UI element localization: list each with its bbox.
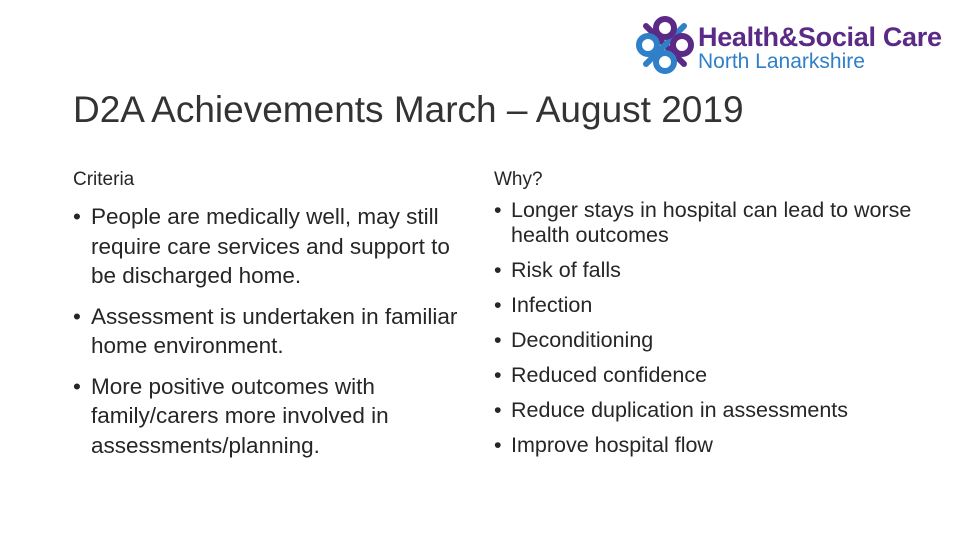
- bullet-icon: •: [73, 303, 81, 329]
- health-social-care-logo-icon: [634, 14, 696, 76]
- why-item-text: Risk of falls: [511, 258, 621, 282]
- bullet-icon: •: [73, 373, 81, 399]
- why-list: [494, 198, 924, 468]
- list-item: [494, 198, 924, 248]
- list-item: [494, 398, 924, 423]
- bullet-icon: •: [494, 293, 502, 317]
- criteria-item-text: Assessment is undertaken in familiar home environment.: [91, 303, 458, 358]
- bullet-icon: •: [73, 204, 81, 229]
- why-item-text: Deconditioning: [511, 328, 654, 352]
- logo-text-line2: North Lanarkshire: [698, 50, 865, 73]
- list-item: [73, 302, 473, 361]
- list-item: [494, 433, 924, 458]
- list-item: [494, 363, 924, 388]
- why-item-text: Reduce duplication in assessments: [511, 398, 849, 422]
- criteria-item-text: People are medically well, may still require care services and support to be discharged home.: [91, 204, 450, 288]
- list-item: [73, 202, 473, 291]
- criteria-list: [73, 202, 473, 471]
- criteria-heading: Criteria: [73, 169, 135, 190]
- why-item-text: Infection: [511, 293, 593, 317]
- bullet-icon: •: [494, 198, 502, 222]
- why-item-text: Longer stays in hospital can lead to worse health outcomes: [511, 198, 912, 247]
- list-item: [494, 328, 924, 353]
- bullet-icon: •: [494, 433, 502, 457]
- logo-text-line1: Health&Social Care: [698, 22, 942, 52]
- list-item: [73, 372, 473, 461]
- logo: [634, 14, 942, 76]
- bullet-icon: •: [494, 328, 502, 352]
- list-item: [494, 293, 924, 318]
- bullet-icon: •: [494, 398, 502, 422]
- why-heading: Why?: [494, 169, 543, 190]
- why-item-text: Improve hospital flow: [511, 433, 713, 457]
- list-item: [494, 258, 924, 283]
- criteria-item-text: More positive outcomes with family/carers more involved in assessments/planning.: [91, 373, 389, 458]
- bullet-icon: •: [494, 258, 502, 282]
- slide-title: D2A Achievements March – August 2019: [73, 89, 744, 130]
- bullet-icon: •: [494, 363, 502, 387]
- why-item-text: Reduced confidence: [511, 363, 708, 387]
